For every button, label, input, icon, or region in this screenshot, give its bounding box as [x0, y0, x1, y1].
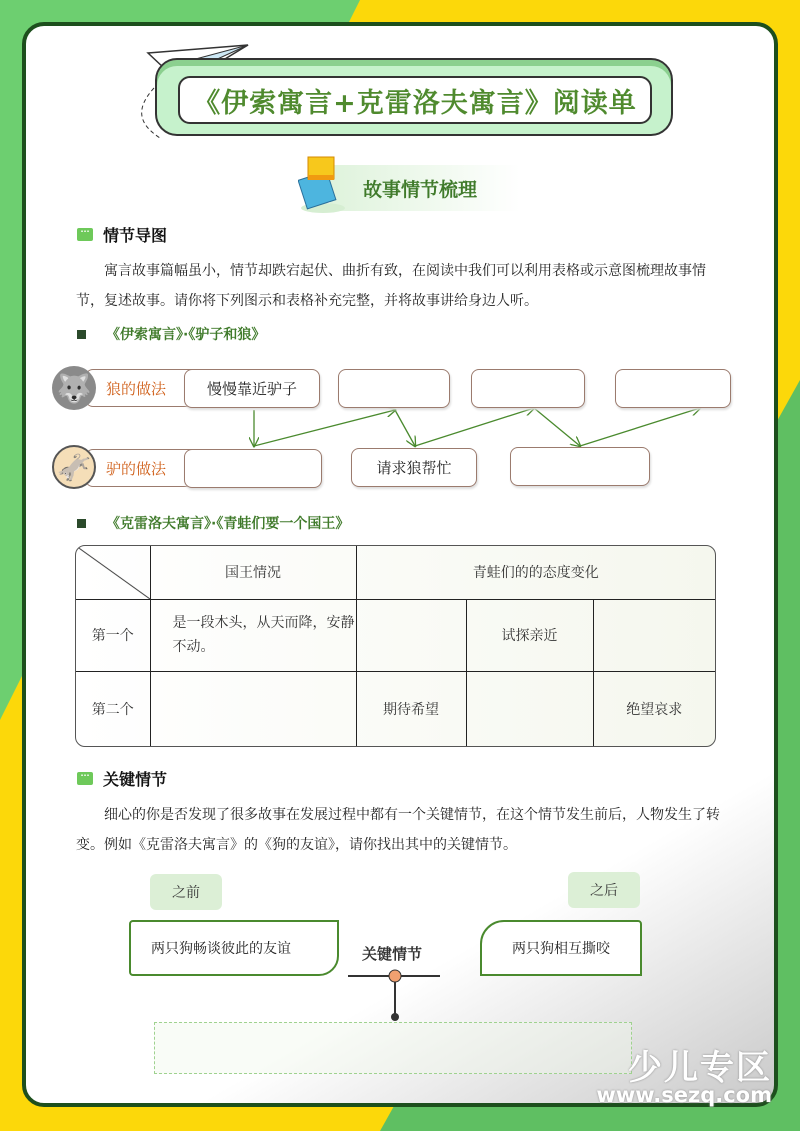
wolf-icon: 🐺	[52, 366, 96, 410]
before-bubble: 之前	[150, 874, 222, 910]
chat-bubble-icon: ···	[77, 772, 93, 785]
donkey-step-2[interactable]: 请求狼帮忙	[351, 448, 477, 487]
heading-text: 关键情节	[103, 770, 168, 789]
king-cell[interactable]	[150, 671, 356, 746]
chat-bubble-icon: ···	[77, 228, 93, 241]
story2-title	[77, 513, 349, 533]
after-box: 两只狗相互撕咬	[480, 920, 642, 976]
heading-key-plot	[77, 767, 167, 790]
attitude-cell[interactable]: 期待希望	[356, 671, 466, 746]
attitude-cell[interactable]	[466, 671, 593, 746]
watermark-url: www.sezq.com	[596, 1083, 772, 1107]
key-plot-answer-box[interactable]	[154, 1022, 632, 1074]
row-label: 第二个	[76, 671, 150, 746]
attitude-cell[interactable]: 绝望哀求	[593, 671, 715, 746]
heading-text: 情节导图	[103, 226, 168, 245]
story1-title-text: 《伊索寓言》·《驴子和狼》	[106, 327, 266, 343]
donkey-icon: 🫏	[52, 445, 96, 489]
watermark-name: 少儿专区	[628, 1048, 772, 1088]
mindmap-intro: 寓言故事篇幅虽小，情节却跌宕起伏、曲折有致，在阅读中我们可以利用表格或示意图梳理故事情节，复述故事。请你将下列图示和表格补充完整，并将故事讲给身边人听。	[76, 263, 706, 309]
story2-title-text: 《克雷洛夫寓言》·《青蛙们要一个国王》	[106, 516, 350, 532]
story1-title	[77, 324, 265, 344]
after-bubble: 之后	[568, 872, 640, 908]
frog-king-table	[75, 545, 716, 747]
wolf-step-4[interactable]	[615, 369, 731, 408]
header-attitude: 青蛙们的的态度变化	[356, 546, 715, 599]
page-title: 《伊索寓言+克雷洛夫寓言》阅读单	[178, 76, 652, 124]
wolf-step-1[interactable]: 慢慢靠近驴子	[184, 369, 320, 408]
wolf-step-3[interactable]	[471, 369, 585, 408]
header-king: 国王情况	[150, 546, 356, 599]
donkey-step-1[interactable]	[184, 449, 322, 488]
wolf-label: 狼的做法	[85, 369, 195, 407]
wolf-step-2[interactable]	[338, 369, 450, 408]
diagonal-corner-cell	[76, 546, 150, 599]
heading-mindmap	[77, 223, 167, 246]
books-icon	[298, 155, 348, 213]
before-box: 两只狗畅谈彼此的友谊	[129, 920, 339, 976]
key-plot-connector	[340, 965, 450, 1025]
section-banner: 故事情节梳理	[330, 165, 520, 211]
donkey-step-3[interactable]	[510, 447, 650, 486]
king-cell[interactable]: 是一段木头，从天而降，安静不动。	[150, 599, 356, 671]
key-plot-center-label: 关键情节	[362, 945, 423, 963]
key-plot-intro: 细心的你是否发现了很多故事在发展过程中都有一个关键情节，在这个情节发生前后，人物发生了转变。例如《克雷洛夫寓言》的《狗的友谊》，请你找出其中的关键情节。	[76, 807, 720, 853]
attitude-cell[interactable]: 试探亲近	[466, 599, 593, 671]
donkey-label: 驴的做法	[85, 449, 195, 487]
attitude-cell[interactable]	[356, 599, 466, 671]
row-label: 第一个	[76, 599, 150, 671]
square-bullet-icon	[77, 330, 86, 339]
attitude-cell[interactable]	[593, 599, 715, 671]
square-bullet-icon	[77, 519, 86, 528]
